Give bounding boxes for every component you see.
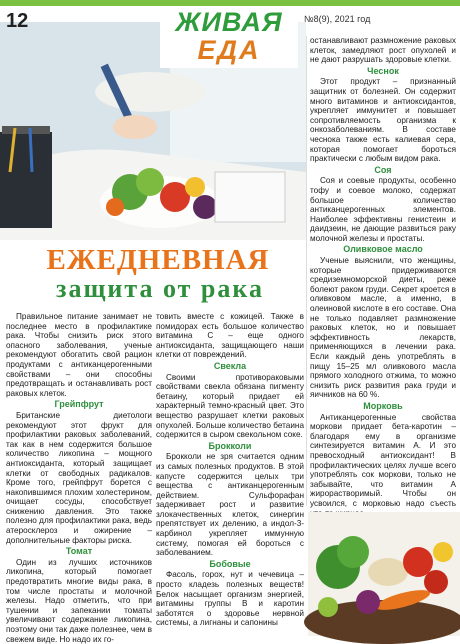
section-heading-broccoli: Брокколи	[208, 440, 252, 451]
section-heading-grapefruit: Грейпфрут	[54, 399, 104, 410]
logo-line1: ЖИВАЯ	[175, 7, 283, 37]
legumes-continued: останавливают размножение раковых клеток, замедляют рост опухолей и не дают разрушать здоровые клетки.	[310, 36, 456, 65]
magazine-logo	[160, 6, 298, 68]
olive-oil-paragraph: Ученые выяснили, что женщины, которые придерживаются средиземноморской диеты, реже болеют раком груди. Секрет кроется в оливковом масле, а именно, в олеиновой кислоте в его составе. Она не только подавляет размножение раковых клеток, но и повышает эффективность лекарств, применяющихся в лечении рака. Если каждый день употреблять в пищу 15–25 мл оливкового масла прямого холодного отжима, то можно снизить риск развития рака груди и яичников на 60 %.	[310, 256, 456, 400]
logo-line2: ЕДА	[197, 35, 261, 65]
intro-paragraph: Правильное питание занимает не последнее место в профилактике рака. Чтобы снизить риск этого опасного заболевания, ученые рекомендуют обогатить свой рацион продуктами с антиканцерогенными свойствами – они способны предотвращать и останавливать рост раковых клеток.	[6, 312, 152, 398]
headline-line2: защита от рака	[56, 274, 264, 303]
text-column-1	[6, 312, 152, 644]
soy-paragraph: Соя и соевые продукты, особенно тофу и соевое молоко, содержат большое количество антиканцерогенных элементов. Наиболее эффективны генистеин и даидзеин, не дающие развиться раку молочной железы и простаты.	[310, 176, 456, 243]
tomato-continued: товить вместе с кожицей. Также в помидорах есть большое количество витамина С – еще одного антиоксиданта, защищающего наши клетки от повреждений.	[156, 312, 304, 360]
section-heading-legumes: Бобовые	[209, 558, 251, 569]
beet-paragraph: Своими противораковыми свойствами свекла обязана пигменту бетаину, который придает ей характерный темно-красный цвет. Это вещество разрушает клетки раковых опухолей. Больше количество бетаина содержится в сыром свекольном соке.	[156, 372, 304, 440]
section-heading-tomato: Томат	[65, 546, 93, 557]
grapefruit-paragraph: Британские диетологи рекомендуют этот фрукт для профилактики раковых заболеваний, так как в нем содержится большое количество ликопина – мощного антиоксиданта, который защищает клетки от свободных радикалов. Кроме того, грейпфрут борется с накопившимся плохим холестерином, очищает сосуды, способствует снижению давления. Это также полезно для профилактики рака, ведь атеросклероз и ожирение – дополнительные факторы риска.	[6, 410, 152, 545]
column-divider	[306, 36, 307, 506]
text-column-3	[310, 36, 456, 512]
page-number: 12	[6, 10, 29, 32]
section-heading-garlic: Чеснок	[367, 65, 399, 76]
vegetables-photo	[308, 512, 460, 636]
legumes-paragraph: Фасоль, горох, нут и чечевица – просто кладезь полезных веществ! Белок насыщает организм энергией, витамины группы В и каротин заботятся о здоровье нервной системы, а лигнаны и сапонины	[156, 570, 304, 628]
issue-number: №8(9), 2021 год	[304, 14, 371, 24]
section-heading-beet: Свекла	[213, 360, 247, 371]
vegetables-illustration	[308, 512, 460, 636]
section-heading-soy: Соя	[374, 164, 392, 175]
section-heading-olive-oil: Оливковое масло	[343, 244, 423, 255]
tomato-paragraph: Один из лучших источников ликопина, который помогает предотвратить многие виды рака, в том числе простаты и молочной железы. Надо отметить, что при тушении и запекании томаты увеличивают содержание ликопина, поэтому они так даже полезнее, чем в свежем виде. Но надо их го-	[6, 557, 152, 644]
article-headline	[0, 244, 306, 308]
headline-line1: ЕЖЕДНЕВНАЯ	[46, 244, 270, 276]
garlic-paragraph: Этот продукт – признанный защитник от болезней. Он содержит много витаминов и антиоксидантов, укрепляет иммунитет и повышает сопротивляемость организма к онкозаболеваниям. В составе чеснока также есть калиевая сера, которая помогает бороться практически с любым видом рака.	[310, 77, 456, 164]
carrot-paragraph: Антиканцерогенные свойства моркови придает бета-каротин – благодаря ему в организме синтезируется витамин А. И это превосходный антиоксидант! В профилактических целях лучше всего употреблять сок моркови, только не забывайте, что витамин А жирорастворимый. Чтобы он усвоился, с морковью надо съесть	[310, 412, 456, 508]
broccoli-paragraph: Брокколи не зря считается одним из самых полезных продуктов. В этой капусте содержится целых три вещества с антиканцерогенным действием. Сульфорафан задерживает рост и развитие злокачественных клеток, синергин препятствует их делению, а индол-3-карбинол укрепляет иммунную систему, помогая ей бороться с заболеванием.	[156, 452, 304, 558]
section-heading-carrot: Морковь	[363, 400, 403, 411]
text-column-2	[156, 312, 304, 634]
